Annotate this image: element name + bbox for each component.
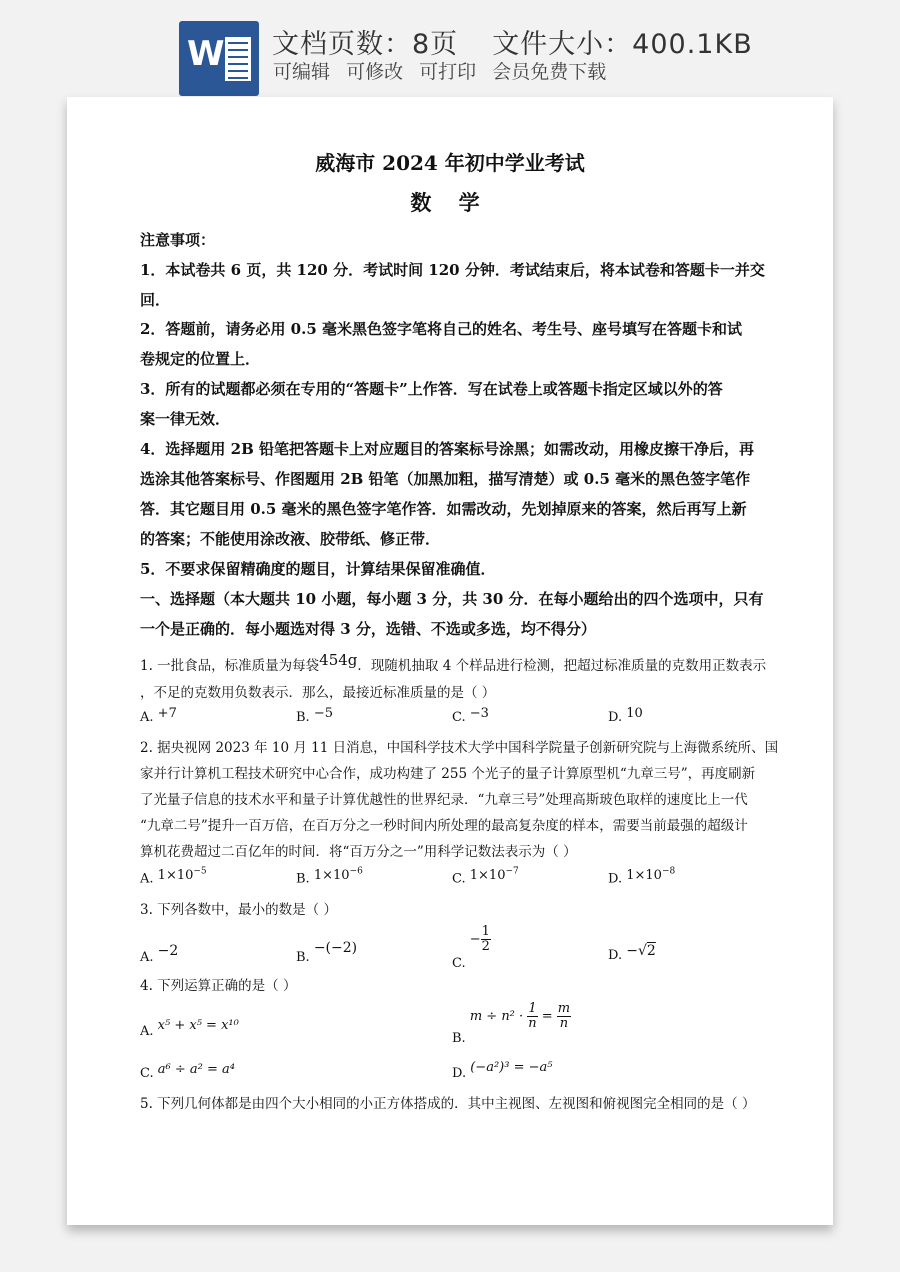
feature-modifiable: 可修改 [346, 61, 404, 83]
note-line: 卷规定的位置上． [140, 350, 261, 368]
exam-title: 威海市 2024 年初中学业考试 [315, 151, 585, 175]
question-1-text-line2: ，不足的克数用负数表示．那么，最接近标准质量的是（ ） [140, 685, 496, 701]
file-size: 文件大小：400.1KB [492, 29, 753, 60]
q4-option-a: A. x⁵ + x⁵ = x¹⁰ [140, 1018, 239, 1039]
note-line: 5．不要求保留精确度的题目，计算结果保留准确值． [140, 560, 496, 578]
question-4-text: 4. 下列运算正确的是（ ） [140, 978, 297, 994]
question-2-line: “九章二号”提升一百万倍，在百万分之一秒时间内所处理的最高复杂度的样本，需要当前最强的超级计 [140, 818, 748, 834]
word-document-icon [179, 21, 259, 96]
question-2-line: 家并行计算机工程技术研究中心合作，成功构建了 255 个光子的量子计算原型机“九章三号”，再度刷新 [140, 766, 756, 782]
q3-option-a: A. −2 [140, 943, 179, 965]
fraction: $\frac{1}{2}$ [481, 924, 490, 954]
q1-option-c: C. −3 [452, 706, 489, 725]
q2-option-b: B. $1\times 10^{-6}$ [296, 867, 363, 887]
note-line: 1．本试卷共 6 页，共 120 分．考试时间 120 分钟．考试结束后，将本试卷和答题卡一并交 [140, 261, 765, 279]
page-count: 文档页数：8页 [272, 29, 459, 60]
question-1-math: 454g [319, 651, 358, 669]
document-features [273, 57, 616, 84]
question-2-line: 2. 据央视网 2023 年 10 月 11 日消息，中国科学技术大学中国科学院量子创新研究院与上海微系统所、国 [140, 740, 779, 756]
note-line: 3．所有的试题都必须在专用的“答题卡”上作答．写在试卷上或答题卡指定区域以外的答 [140, 380, 723, 398]
exam-page [67, 97, 833, 1225]
note-line: 答．其它题目用 0.5 毫米的黑色签字笔作答．如需改动，先划掉原来的答案，然后再写上新 [140, 500, 747, 518]
feature-member-download: 会员免费下载 [492, 61, 607, 83]
q1-option-d: D. 10 [608, 706, 643, 725]
note-line: 选涂其他答案标号、作图题用 2B 铅笔（加黑加粗，描写清楚）或 0.5 毫米的黑色签字笔作 [140, 470, 751, 488]
fraction: $\frac{1}{n}$ [528, 1001, 537, 1031]
exam-subject: 数 学 [410, 190, 490, 215]
q2-option-c: C. $1\times 10^{-7}$ [452, 867, 519, 887]
question-3-text: 3. 下列各数中，最小的数是（ ） [140, 902, 337, 918]
note-line: 案一律无效． [140, 410, 231, 428]
feature-printable: 可打印 [419, 61, 477, 83]
feature-editable: 可编辑 [273, 61, 331, 83]
question-2-line: 算机花费超过二百亿年的时间．将“百万分之一”用科学记数法表示为（ ） [140, 844, 577, 860]
q2-option-d: D. $1\times 10^{-8}$ [608, 867, 676, 887]
question-1-part: 1. 一批食品，标准质量为每袋 [140, 658, 320, 674]
question-2-line: 了光量子信息的技术水平和量子计算优越性的世界纪录．“九章三号”处理高斯玻色取样的速度比上一代 [140, 792, 748, 808]
q4-option-d: D. (−a²)³ = −a⁵ [452, 1060, 553, 1081]
note-line: 4．选择题用 2B 铅笔把答题卡上对应题目的答案标号涂黑；如需改动，用橡皮擦干净后，再 [140, 440, 755, 458]
q4-option-b: B. m ÷ n² · $\frac{1}{n}$ = $\frac{m}{n}$ [452, 1001, 571, 1046]
fraction: $\frac{m}{n}$ [557, 1001, 571, 1031]
q3-option-b: B. −(−2) [296, 940, 358, 965]
q1-option-b: B. −5 [296, 706, 333, 725]
word-icon-letter: W [187, 34, 225, 74]
q3-option-d: D. −√2 [608, 943, 656, 963]
note-line: 2．答题前，请务必用 0.5 毫米黑色签字笔将自己的姓名、考生号、座号填写在答题卡和试 [140, 320, 742, 338]
question-1-text [140, 651, 767, 674]
q3-option-c: C. − $\frac{1}{2}$ [452, 924, 490, 971]
section-heading: 一、选择题（本大题共 10 小题，每小题 3 分，共 30 分．在每小题给出的四个选项中，只有 [140, 590, 764, 608]
question-1-part: ．现随机抽取 4 个样品进行检测，把超过标准质量的克数用正数表示 [357, 658, 767, 674]
document-info-banner [0, 0, 900, 100]
notes-heading: 注意事项： [140, 231, 216, 249]
q4-option-c: C. a⁶ ÷ a² = a⁴ [140, 1062, 235, 1081]
note-line: 的答案；不能使用涂改液、胶带纸、修正带． [140, 530, 441, 548]
q1-option-a: A. +7 [140, 706, 177, 725]
document-stats [272, 22, 753, 61]
note-line: 回． [140, 291, 171, 309]
word-icon-lines [225, 37, 251, 81]
section-heading: 一个是正确的．每小题选对得 3 分，选错、不选或多选，均不得分） [140, 620, 596, 638]
question-5-text: 5. 下列几何体都是由四个大小相同的小正方体搭成的．其中主视图、左视图和俯视图完全相同的是（ ） [140, 1096, 756, 1112]
q2-option-a: A. $1\times 10^{-5}$ [140, 867, 207, 887]
